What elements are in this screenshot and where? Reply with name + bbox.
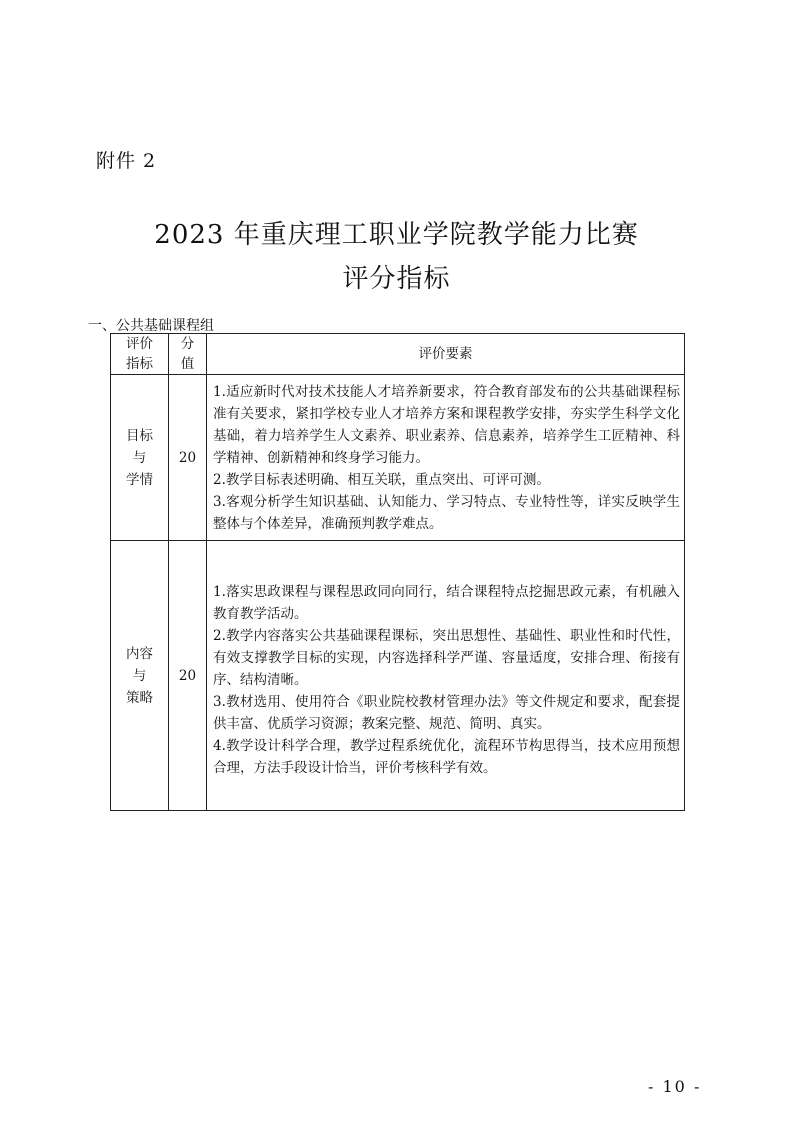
indicator-text: 与 xyxy=(132,449,147,466)
element-item: 3.客观分析学生知识基础、认知能力、学习特点、专业特性等，详实反映学生整体与个体差异，准确预判教学难点。 xyxy=(213,493,680,532)
header-indicator xyxy=(111,334,169,375)
indicator-cell xyxy=(111,541,169,811)
element-item: 2.教学目标表述明确、相互关联，重点突出、可评可测。 xyxy=(213,471,550,488)
header-indicator-line2: 指标 xyxy=(126,356,153,372)
element-item: 3.教材选用、使用符合《职业院校教材管理办法》等文件规定和要求，配套提供丰富、优质学习资源；教案完整、规范、简明、真实。 xyxy=(213,694,680,732)
attachment-label: 附件 2 xyxy=(96,150,157,172)
indicator-text: 内容 xyxy=(126,645,153,662)
indicator-cell xyxy=(111,375,169,541)
indicator-text: 与 xyxy=(132,667,147,684)
table-row xyxy=(111,541,685,811)
table-row xyxy=(111,375,685,541)
header-elements: 评价要素 xyxy=(207,334,685,375)
elements-cell xyxy=(207,375,685,541)
header-score-line2: 值 xyxy=(180,356,195,372)
scoring-table xyxy=(110,333,685,811)
table-header-row xyxy=(111,334,685,375)
elements-cell xyxy=(207,541,685,811)
element-item: 1.落实思政课程与课程思政同向同行，结合课程特点挖掘思政元素，有机融入教育教学活动。 xyxy=(213,584,680,622)
header-indicator-line1: 评价 xyxy=(126,336,153,352)
element-item: 1.适应新时代对技术技能人才培养新要求，符合教育部发布的公共基础课程标准有关要求，紧扣学校专业人才培养方案和课程教学安排，夯实学生科学文化基础，着力培养学生人文素养、职业素养、信息素养，培养学生工匠精神、科学精神、创新精神和终身学习能力。 xyxy=(213,383,680,466)
indicator-text: 目标 xyxy=(126,427,153,444)
element-item: 2.教学内容落实公共基础课程课标，突出思想性、基础性、职业性和时代性，有效支撑教学目标的实现，内容选择科学严谨、容量适度，安排合理、衔接有序、结构清晰。 xyxy=(213,628,680,688)
element-item: 4.教学设计科学合理，教学过程系统优化，流程环节构思得当，技术应用预想合理，方法手段设计恰当，评价考核科学有效。 xyxy=(213,738,680,776)
indicator-text: 策略 xyxy=(126,689,153,706)
header-score-line1: 分 xyxy=(180,336,195,352)
page-number: - 10 - xyxy=(648,1077,702,1096)
score-cell: 20 xyxy=(169,375,207,541)
document-title: 2023 年重庆理工职业学院教学能力比赛 xyxy=(154,220,639,250)
document-subtitle: 评分指标 xyxy=(342,264,451,294)
indicator-text: 学情 xyxy=(126,471,153,488)
score-cell: 20 xyxy=(169,541,207,811)
section-heading: 一、公共基础课程组 xyxy=(88,318,214,334)
header-score xyxy=(169,334,207,375)
